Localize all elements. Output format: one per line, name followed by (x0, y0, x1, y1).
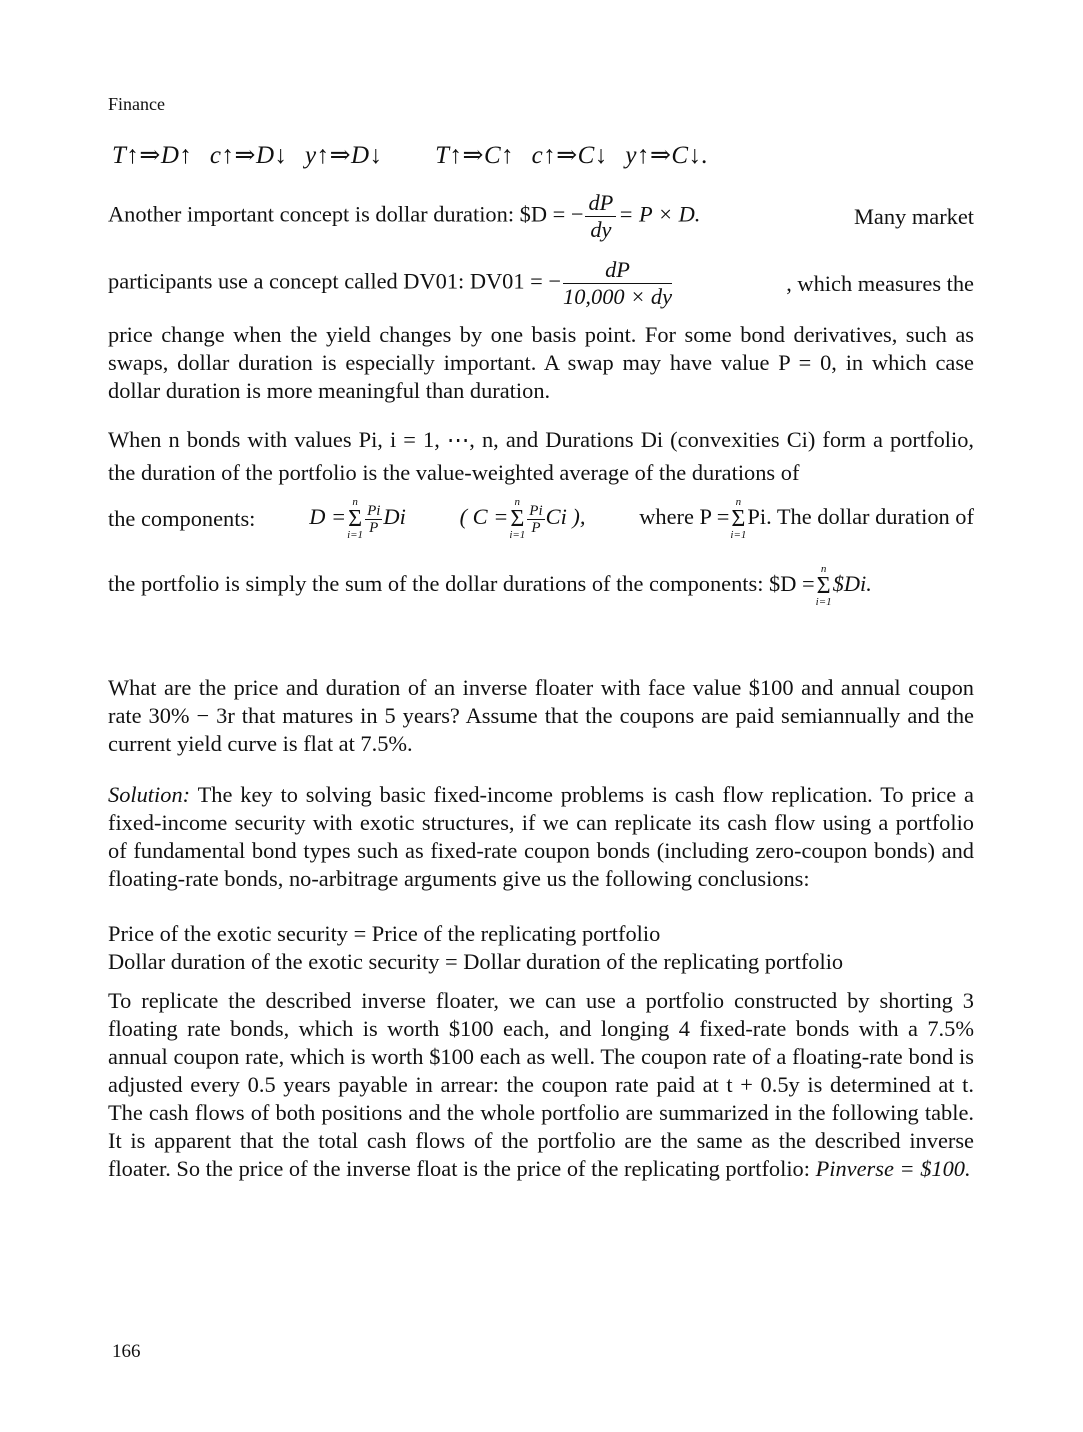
dv01-suffix: , which measures the (786, 270, 974, 296)
question-paragraph: What are the price and duration of an inverse floater with face value $100 and annual coupon rate 30% − 3r that matures in 5 years? Assume that the coupons are paid semiannually and the current yield curve is flat at 7.5%. (108, 675, 974, 756)
dd-suffix: Many market (854, 203, 974, 229)
sum-symbol: n Σ i=1 (815, 563, 832, 608)
sensitivity-arrows (112, 140, 708, 170)
conclusion-price: Price of the exotic security = Price of the replicating portfolio (108, 921, 661, 946)
paragraph-portfolio-duration: When n bonds with values Pi, i = 1, ⋯, n, and Durations Di (convexities Ci) form a portfolio, the duration of the portfolio is the value-weighted average of the durations of (108, 427, 974, 485)
replication-paragraph: To replicate the described inverse floater, we can use a portfolio constructed by shorting 3 floating rate bonds, which is worth $100 each, and longing 4 fixed-rate bonds with a 7.5% annual coupon rate, which is worth $100 each as well. The coupon rate of a floating-rate bond is adjusted every 0.5 years payable in arrear: the coupon rate paid at t + 0.5y is determined at t. The cash flows of both positions and the whole portfolio are summarized in the following table. It is apparent that the total cash flows of the portfolio are the same as the described inverse floater. So the price of the inverse float is the price of the replicating portfolio: Pinverse = $100. (108, 988, 974, 1181)
paragraph-dv01-rest: price change when the yield changes by one basis point. For some bond derivatives, such as swaps, dollar duration is especially important. A swap may have value P = 0, in which case dollar duration is more meaningful than duration. (108, 322, 974, 403)
conclusion-dollar-duration: Dollar duration of the exotic security = Dollar duration of the replicating portfolio (108, 949, 844, 974)
running-header: Finance (108, 94, 165, 114)
weight-fraction: $\frac{Pi}{P}$ (367, 502, 381, 536)
weight-fraction: $\frac{Pi}{P}$ (529, 502, 543, 536)
dv01-line (108, 257, 974, 310)
sum-symbol: n Σ i=1 (347, 496, 364, 541)
portfolio-duration-formula: the components: D =n Σ i=1 $\frac{Pi}{P}Di$ ( C =n Σ i=1 $\frac{Pi}{P}Ci$ ), where P =n Σ i=1Pi. The dollar duration of (108, 496, 974, 541)
sum-symbol: n Σ i=1 (509, 496, 526, 541)
convexity-arrows: T↑⇒C↑ c↑⇒C↓ y↑⇒C↓. (435, 142, 709, 169)
dd-fraction: $\frac{dP}{dy}$ (585, 190, 616, 243)
duration-arrows: T↑⇒D↑ c↑⇒D↓ y↑⇒D↓ (112, 142, 383, 169)
dv01-fraction: $\frac{dP}{10,000 \times dy}$ (563, 257, 673, 309)
dd-text: Another important concept is dollar duration: $D = − $\frac{dP}{dy}$ = P × D. (108, 190, 701, 242)
sum-symbol: n Σ i=1 (730, 496, 747, 541)
dollar-duration-sum-line: the portfolio is simply the sum of the dollar durations of the components: $D =n Σ i=1$Di. (108, 563, 872, 608)
dv01-text: participants use a concept called DV01: DV01 = − $\frac{dP}{10,000 \times dy}$ (108, 257, 673, 309)
dollar-duration-line (108, 190, 974, 243)
page-number: 166 (112, 1341, 141, 1362)
solution-paragraph: Solution: The key to solving basic fixed-income problems is cash flow replication. To price a fixed-income security with exotic structures, if we can replicate its cash flow using a portfolio of fundamental bond types such as fixed-rate coupon bonds (including zero-coupon bonds) and floating-rate bonds, no-arbitrage arguments give us the following conclusions: (108, 782, 974, 891)
